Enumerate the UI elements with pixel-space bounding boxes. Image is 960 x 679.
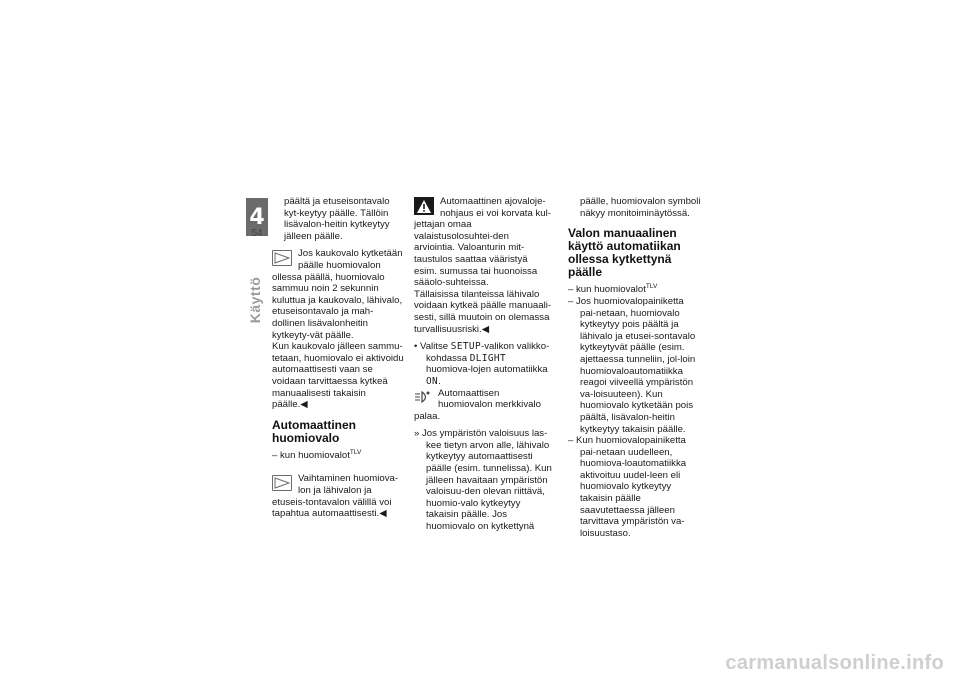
chapter-number: 4 <box>249 204 265 230</box>
warning-icon <box>414 197 434 215</box>
condition-text: – kun huomiovalot <box>568 284 646 296</box>
watermark: carmanualsonline.info <box>725 652 944 674</box>
warning-block <box>414 196 552 289</box>
option-superscript: TLV <box>349 448 362 456</box>
paragraph-continued: päältä ja etuseisontavalo kyt-keytyy päälle. Tällöin lisävalon-heitin kytkeytyy jälleen päälle. <box>284 196 390 242</box>
paragraph-continued: päälle, huomiovalon symboli näkyy monitoiminäytössä. <box>580 196 701 219</box>
indicator-light-icon <box>414 390 432 406</box>
result-text: » Jos ympäristön valoisuus las-kee tietyn arvon alle, lähivalo kytkeytyy automaattisesti päälle (esim. tunnelissa). Kun jälleen havaitaan ympäristön valoisuu-den olevan riittävä, huomio-valo kytkeytyy takaisin päälle. Jos huomiovalo on kytkettynä <box>414 428 552 533</box>
note-block-3 <box>414 388 552 423</box>
dash-item-press-again: – Kun huomiovalopainiketta pai-netaan uudelleen, huomiova-loautomatiikka aktivoituu uudel-leen eli huomiovalo kytkeytyy takaisin päälle saavutettaessa jälleen tarvittava ympäristön va-loisuustaso. <box>568 435 687 539</box>
menu-setup: SETUP <box>450 341 482 353</box>
warning-text: Automaattinen ajovaloje-nohjaus ei voi korvata kul-jettajan omaa valaistusolosuhtei-den arviointia. Valoanturin mit-taustulos saattaa vääristyä esim. sumussa tai huonoissa sääolo-suhteissa. <box>414 196 551 289</box>
bullet-text: huomiova-lojen automatiikka <box>426 364 548 376</box>
condition-dash <box>272 447 404 462</box>
option-superscript: TLV <box>645 283 658 291</box>
heading-manual-operation: Valon manuaalinen käyttö automatiikan ollessa kytkettynä päälle <box>568 226 681 280</box>
column-3 <box>568 196 702 539</box>
menu-on: ON <box>426 375 439 387</box>
note-triangle-icon <box>272 250 292 266</box>
bullet-text: -valikon valikko-kohdassa <box>426 341 550 364</box>
bullet-text: • Valitse <box>414 341 449 353</box>
note-text-high-beam: Jos kaukovalo kytketään päälle huomiovalon ollessa päällä, huomiovalo sammuu noin 2 sekunnin kuluttua ja kaukovalo, lähivalo, etuseisontavalo ja mah-dollinen lisävalonheitin kytkeyty-vät päälle. <box>272 248 403 341</box>
note-text-switching: Vaihtaminen huomiova-lon ja lähivalon ja etuseis-tontavalon välillä voi tapahtua automaattisesti.◀ <box>272 473 399 520</box>
note-triangle-icon <box>272 475 292 491</box>
dash-item-press: – Jos huomiovalopainiketta pai-netaan, huomiovalo kytkeytyy pois päältä ja lähivalo ja etusei-sontavalo kytkeytyvät päälle (esim. ajettaessa tunneliin, jol-loin huomiovaloautomatiikka reagoi viiveellä ympäristön va-loisuuteen). Kun huomiovalo kytketään pois päältä, lisävalon-heitin kytkeytyy takaisin päälle. <box>568 295 696 435</box>
note-block-2 <box>272 473 404 519</box>
heading-automatic-daylight: Automaattinen huomiovalo <box>272 417 356 445</box>
menu-dlight: DLIGHT <box>469 352 507 364</box>
note-block-1 <box>272 248 404 341</box>
condition-dash <box>568 281 702 296</box>
paragraph-high-beam-off: Kun kaukovalo jälleen sammu-tetaan, huomiovalo ei aktivoidu automaattisesti vaan se voidaan tarvittaessa kytkeä manuaalisesti takaisin päälle.◀ <box>272 341 404 411</box>
instruction-bullet <box>414 341 552 387</box>
chapter-title-vertical: Käyttö <box>247 276 263 324</box>
column-2 <box>414 196 552 533</box>
note-text-indicator: Automaattisen huomiovalon merkkivalo palaa. <box>414 387 541 422</box>
warning-text-continued: Tällaisissa tilanteissa lähivalo voidaan kytkeä päälle manuaali-sesti, sillä muutoin on olemassa turvallisuusriski.◀ <box>414 288 552 335</box>
bullet-text: . <box>438 375 441 387</box>
condition-text: – kun huomiovalot <box>272 449 350 461</box>
page-number: 54 <box>251 228 263 239</box>
column-1 <box>272 196 404 520</box>
